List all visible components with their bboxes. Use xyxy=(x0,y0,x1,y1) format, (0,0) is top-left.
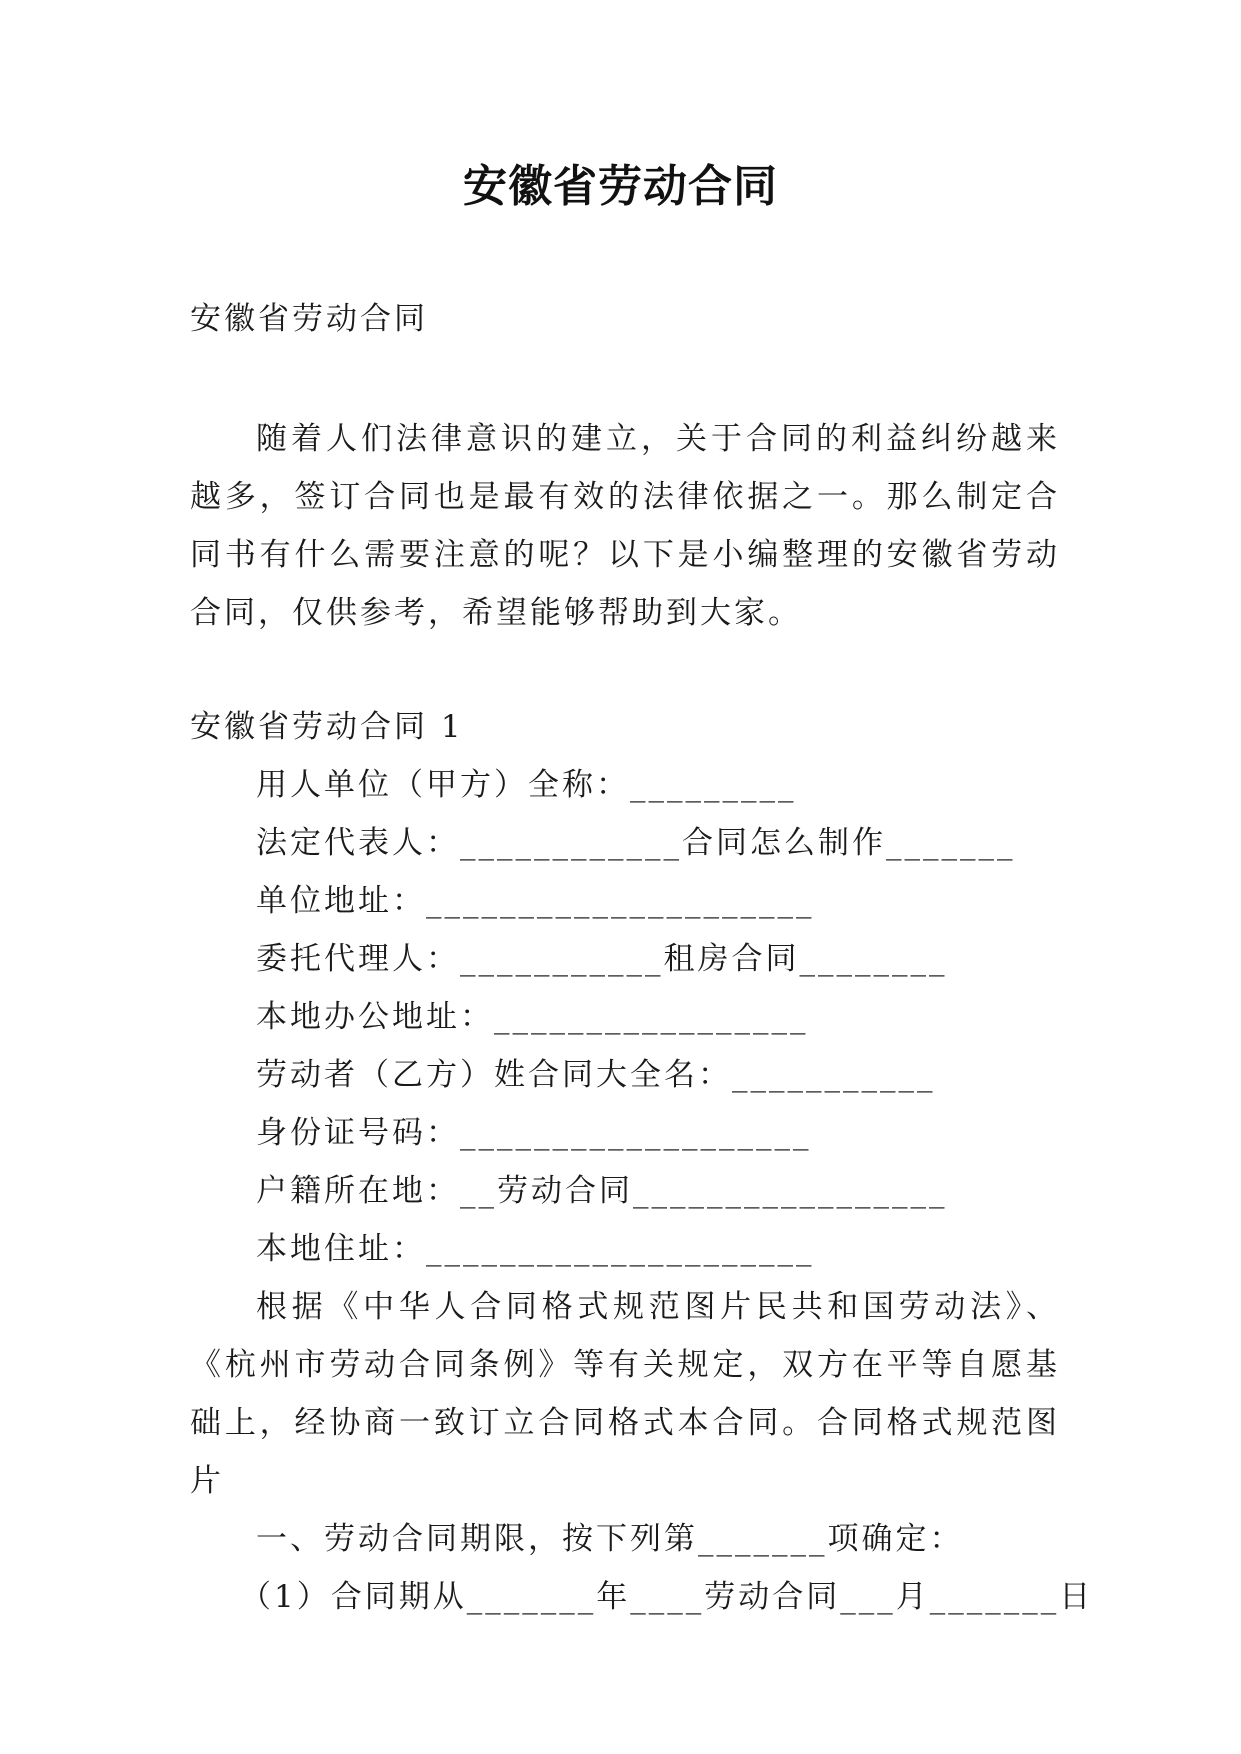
section-heading: 安徽省劳动合同 1 xyxy=(190,709,464,745)
field-employee-name: 劳动者（乙方）姓合同大全名：___________ xyxy=(256,1057,936,1093)
field-local-office-address: 本地办公地址：_________________ xyxy=(256,999,809,1035)
spacer xyxy=(190,642,1060,698)
clause-1: 一、劳动合同期限，按下列第_______项确定： xyxy=(256,1521,964,1557)
field-unit-address: 单位地址：_____________________ xyxy=(256,883,815,919)
document-subtitle: 安徽省劳动合同 xyxy=(190,301,428,337)
field-legal-representative: 法定代表人：____________合同怎么制作_______ xyxy=(256,825,1016,861)
intro-paragraph: 随着人们法律意识的建立，关于合同的利益纠纷越来越多，签订合同也是最有效的法律依据之一。那么制定合同书有什么需要注意的呢？以下是小编整理的安徽省劳动合同，仅供参考，希望能够帮助到大家。 xyxy=(190,421,1060,631)
field-employer-name: 用人单位（甲方）全称：_________ xyxy=(256,767,797,803)
document-title: 安徽省劳动合同 xyxy=(463,161,778,212)
spacer xyxy=(190,348,1060,410)
clause-1-item-1: （1）合同期从_______年____劳动合同___月_______日 xyxy=(240,1579,1094,1615)
document-body xyxy=(190,290,1094,1626)
field-local-address: 本地住址：_____________________ xyxy=(256,1231,815,1267)
field-household-registration: 户籍所在地：__劳动合同_________________ xyxy=(256,1173,948,1209)
field-id-number: 身份证号码：___________________ xyxy=(256,1115,812,1151)
field-authorized-agent: 委托代理人：___________租房合同________ xyxy=(256,941,948,977)
basis-paragraph: 根据《中华人合同格式规范图片民共和国劳动法》、《杭州市劳动合同条例》等有关规定，双方在平等自愿基础上，经协商一致订立合同格式本合同。合同格式规范图片 xyxy=(190,1289,1060,1499)
